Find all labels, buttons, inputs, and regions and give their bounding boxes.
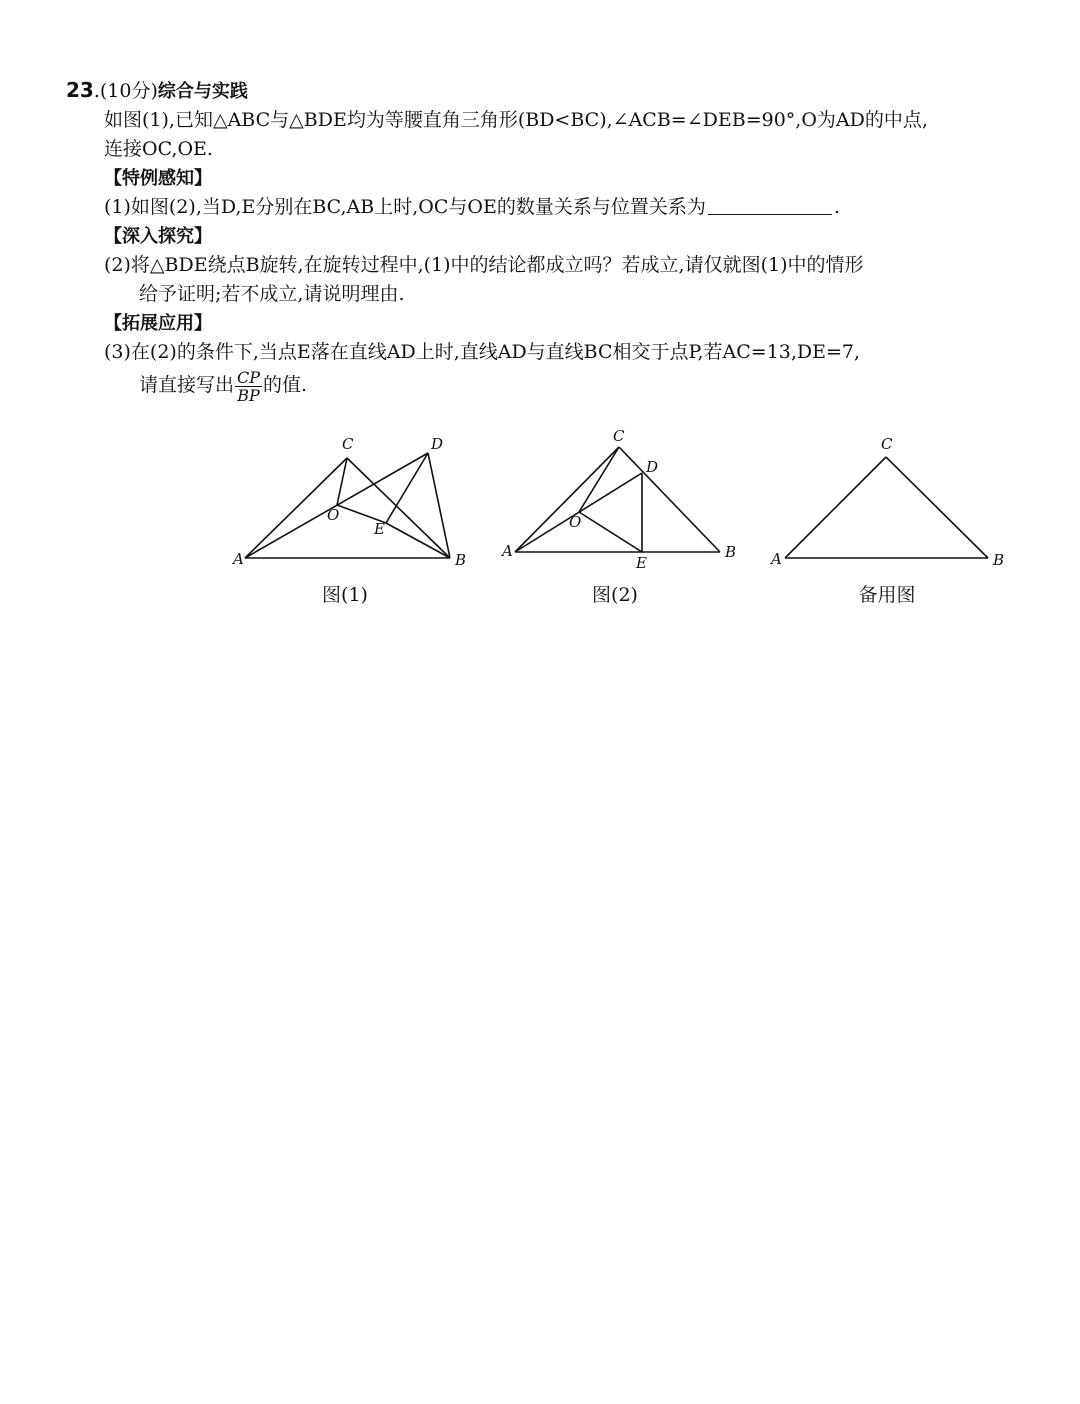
segment-oe (579, 512, 642, 552)
segment-db (428, 453, 450, 558)
label-b: B (725, 543, 737, 561)
part-3-prefix: 请直接写出 (139, 374, 235, 396)
label-d: D (431, 435, 444, 453)
question-text (66, 76, 1026, 404)
segment-de (386, 453, 428, 523)
question-score: .(10分) (93, 80, 158, 102)
fraction-denominator: BP (237, 385, 260, 405)
part-1 (66, 193, 1026, 222)
section-special-case: 【特例感知】 (104, 168, 212, 189)
label-d: D (646, 458, 659, 476)
question-header (66, 76, 1026, 106)
section-deep-exploration: 【深入探究】 (104, 226, 212, 247)
label-c: C (881, 435, 893, 453)
part-1-text: (1)如图(2),当D,E分别在BC,AB上时,OC与OE的数量关系与位置关系为 (104, 196, 706, 218)
figure-2 (495, 425, 755, 575)
section-extended-application: 【拓展应用】 (104, 313, 212, 334)
figure-2-diagram (495, 425, 755, 575)
label-a: A (233, 550, 244, 568)
label-c: C (613, 427, 625, 445)
label-e: E (636, 554, 647, 572)
figure-1 (225, 425, 485, 575)
part-3-line-1: (3)在(2)的条件下,当点E落在直线AD上时,直线AD与直线BC相交于点P,若AC=13,DE=7, (104, 341, 861, 363)
part-2-line-1: (2)将△BDE绕点B旋转,在旋转过程中,(1)中的结论都成立吗？若成立,请仅就图(1)中的情形 (104, 254, 864, 276)
figure-2-caption: 图(2) (592, 584, 638, 606)
figure-1-caption: 图(1) (322, 584, 368, 606)
segment-oc (337, 458, 347, 505)
intro-line-2: 连接OC,OE. (104, 138, 213, 160)
segment-eb (386, 523, 450, 558)
label-o: O (569, 513, 582, 531)
part-3-suffix: 的值. (263, 374, 308, 396)
fraction-numerator: CP (237, 367, 261, 387)
figure-1-diagram (225, 425, 485, 575)
label-a: A (502, 542, 513, 560)
figure-spare (765, 425, 1025, 575)
part-3-line-2 (66, 367, 1026, 404)
figure-spare-caption: 备用图 (858, 584, 916, 606)
segment-oc (579, 447, 619, 512)
question-title: 综合与实践 (157, 81, 248, 102)
part-2-line-2: 给予证明;若不成立,请说明理由. (139, 283, 405, 305)
question-number: 23 (66, 78, 94, 102)
answer-blank[interactable] (708, 196, 832, 215)
label-b: B (993, 551, 1005, 569)
label-e: E (374, 520, 385, 538)
label-b: B (455, 551, 467, 569)
label-a: A (771, 550, 782, 568)
fraction-cp-bp (235, 369, 262, 404)
segment-ac (515, 447, 619, 552)
label-o: O (327, 506, 340, 524)
figure-spare-diagram (765, 425, 1025, 575)
part-1-end: . (833, 196, 840, 218)
label-c: C (342, 435, 354, 453)
segment-cb (619, 447, 720, 552)
segment-cb (886, 457, 988, 558)
segment-ac (785, 457, 886, 558)
intro-line-1: 如图(1),已知△ABC与△BDE均为等腰直角三角形(BD<BC),∠ACB=∠DEB=90°,O为AD的中点, (104, 109, 928, 131)
segment-cb (347, 458, 450, 558)
